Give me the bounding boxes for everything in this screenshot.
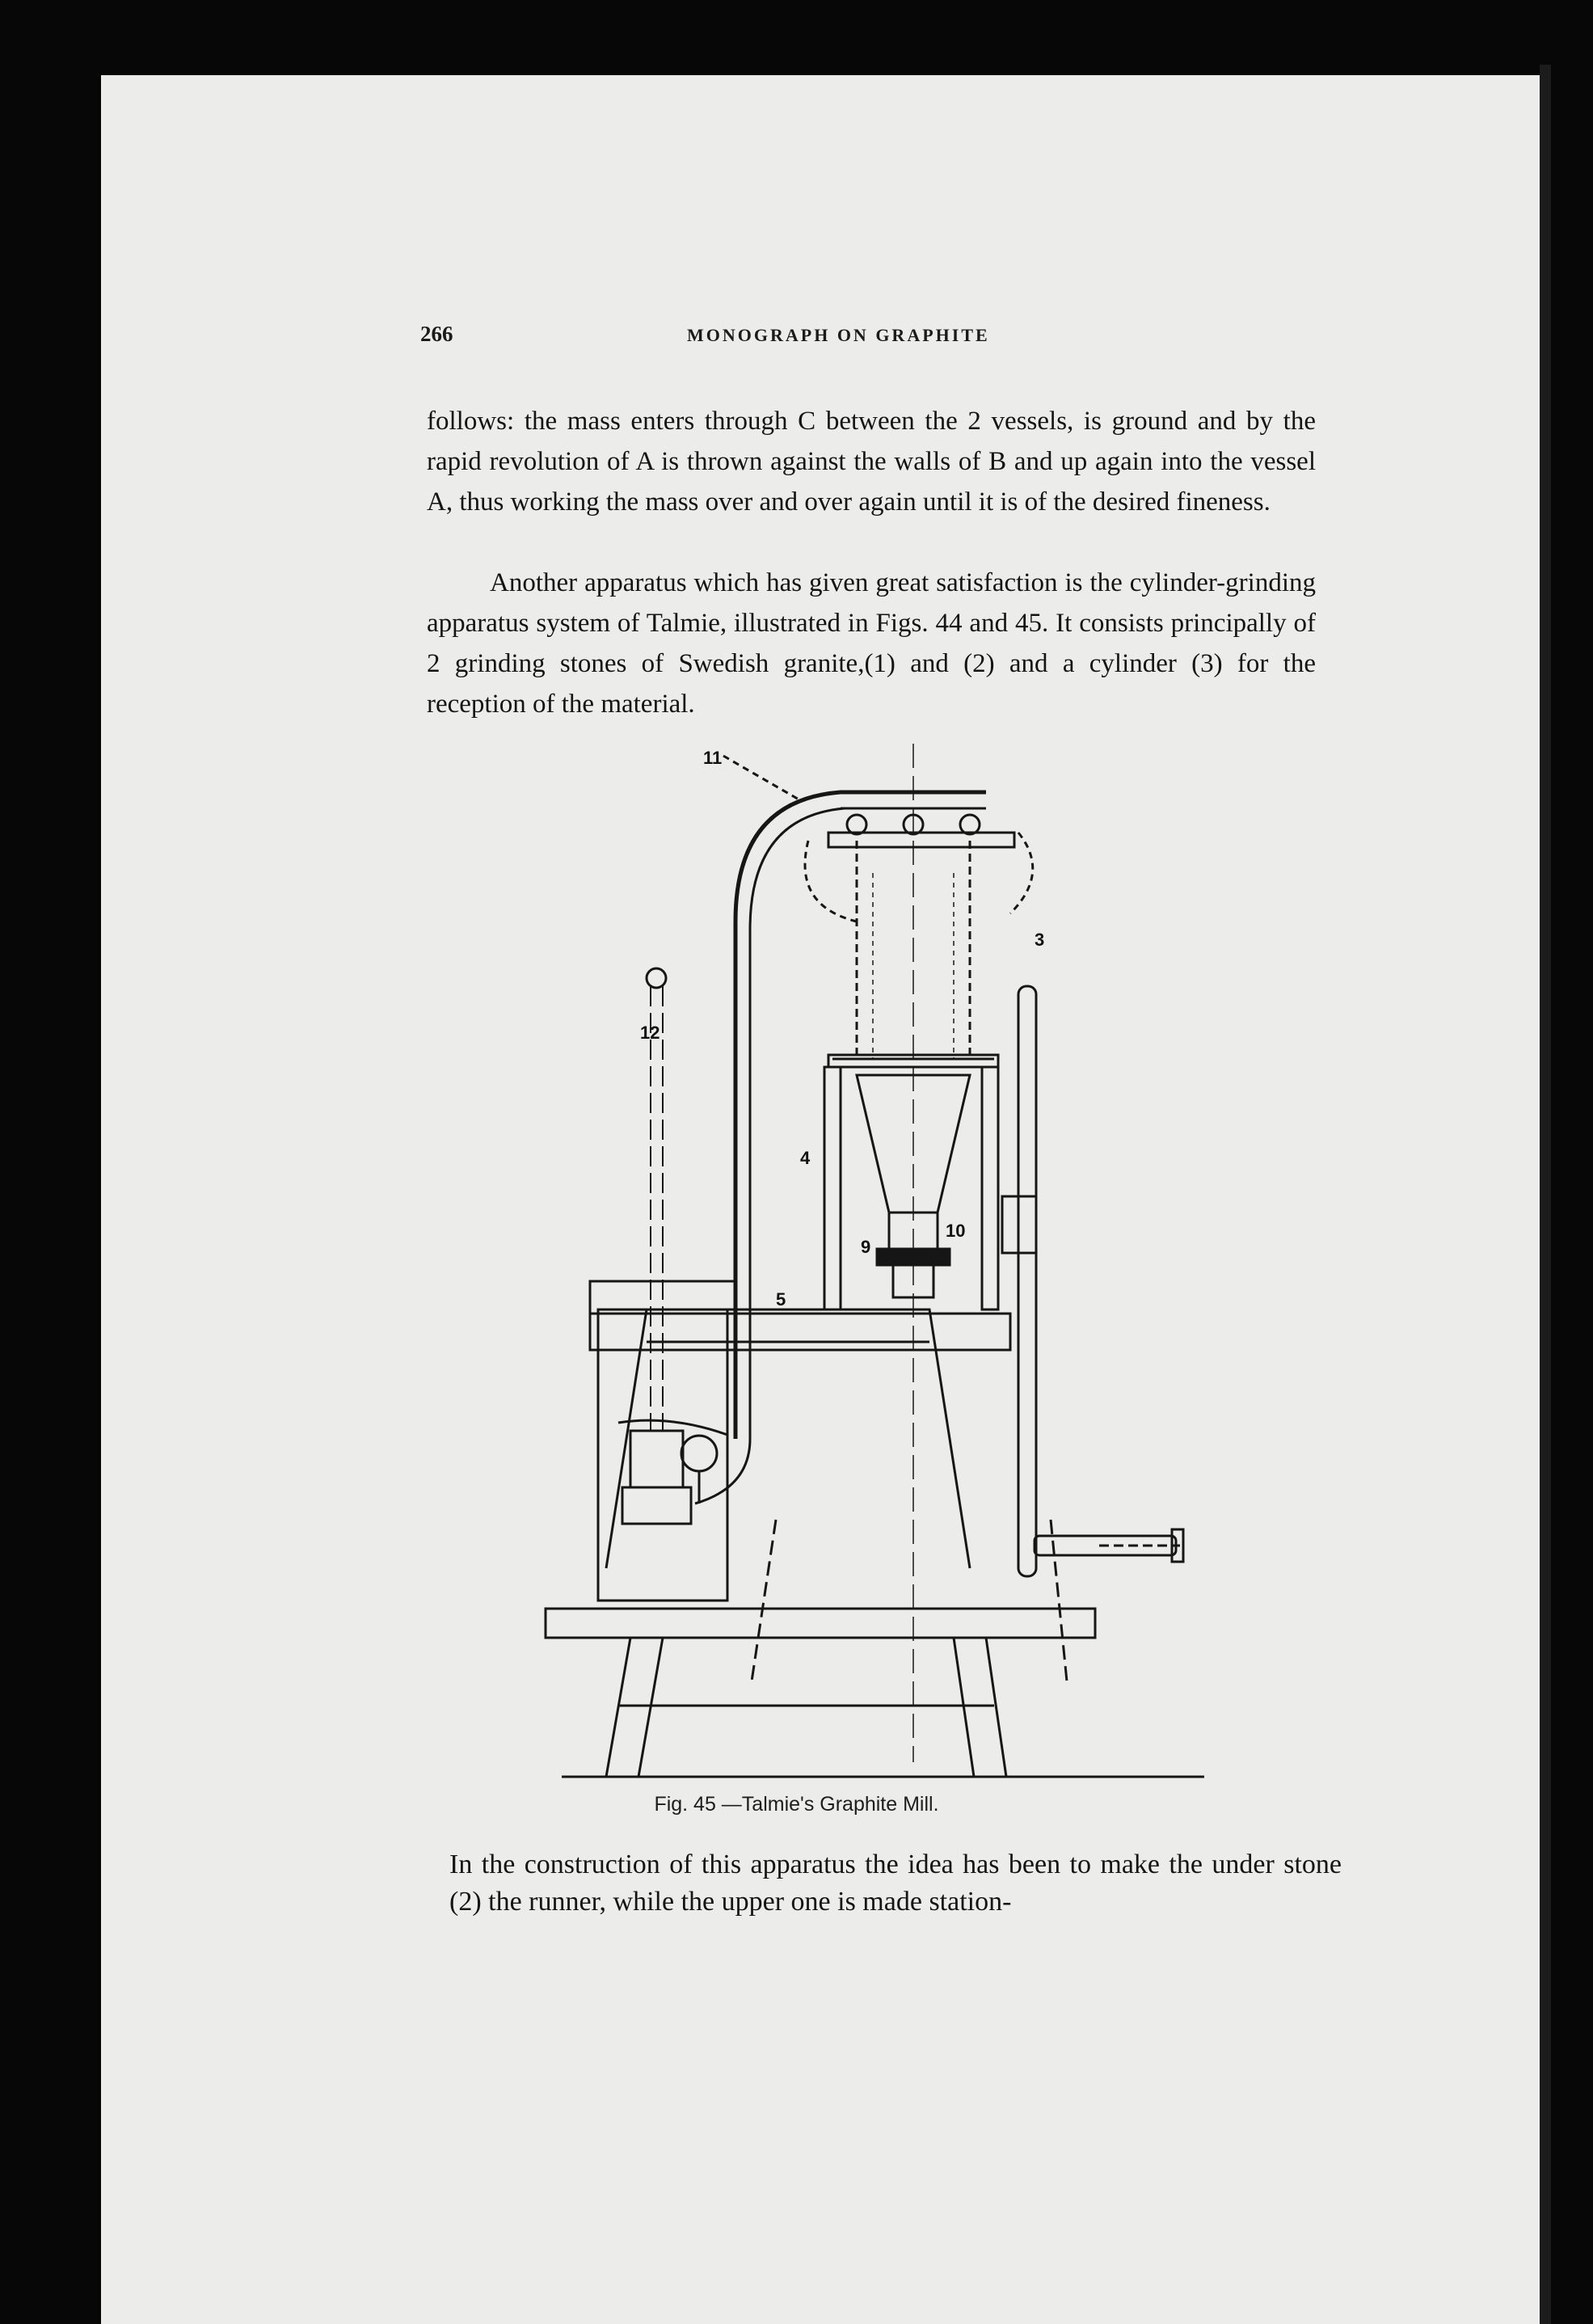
base-platform [546, 1609, 1095, 1638]
valve-body [630, 1431, 683, 1487]
label-5: 5 [776, 1289, 786, 1310]
mill-body [606, 1310, 970, 1568]
paragraph-construction: In the construction of this apparatus the idea has been to make the under stone (2) the runner, while the upper one is made station- [449, 1849, 1342, 1917]
pressure-gauge [681, 1436, 717, 1471]
label-10: 10 [946, 1221, 966, 1241]
label-4: 4 [800, 1148, 811, 1168]
paragraph-talmie-apparatus: Another apparatus which has given great satisfaction is the cylinder-grinding apparatus system of Talmie, illustrated in Figs. 44 and 45. It consists principally of 2 grinding stones of Swedish granite,(1) and (2) and a cylinder (3) for the reception of the material. [427, 568, 1316, 719]
leg-right-outer [986, 1638, 1006, 1777]
handwheel-shaft [1018, 986, 1036, 1576]
running-head: MONOGRAPH ON GRAPHITE [687, 325, 990, 345]
page-edge-rule [1540, 65, 1551, 2324]
graphite-mill-drawing [533, 711, 1261, 1786]
label-11: 11 [703, 748, 723, 768]
leg-left-outer [606, 1638, 630, 1777]
label-9: 9 [861, 1237, 871, 1257]
figure-graphite-mill [533, 711, 1261, 1786]
page-number: 266 [420, 322, 453, 346]
label-3: 3 [1035, 930, 1045, 950]
paragraph-continued: follows: the mass enters through C between the 2 vessels, is ground and by the rapid revolution of A is thrown against the walls of B and up again into the vessel A, thus working the mass over and over again until it is of the desired fineness. [427, 407, 1316, 517]
figure-caption: Fig. 45 —Talmie's Graphite Mill. [654, 1793, 939, 1816]
top-plate [590, 1314, 1010, 1350]
label-12: 12 [640, 1023, 660, 1043]
